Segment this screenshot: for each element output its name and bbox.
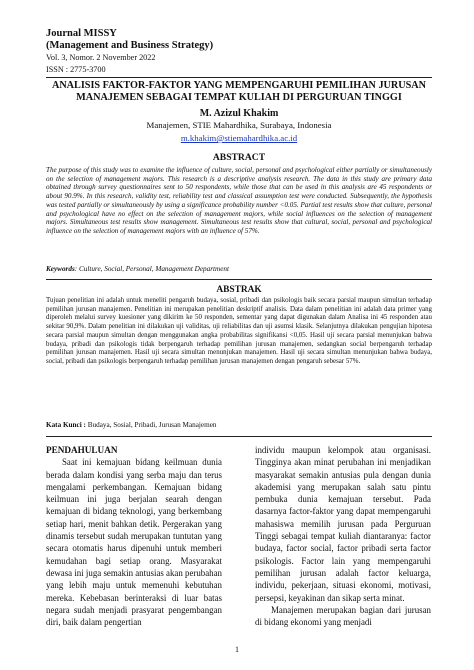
page-number: 1 [235, 645, 239, 654]
header-rule-top [46, 77, 432, 78]
abstrak-heading: ABSTRAK [216, 285, 262, 295]
journal-subtitle: (Management and Business Strategy) [46, 40, 214, 51]
body-column-left [46, 444, 222, 628]
keywords-label: Keywords [46, 265, 75, 273]
abstract-text: The purpose of this study was to examine the influence of culture, social, personal and psychological either partially or simultaneously on the selection of management majors. This research is a descriptive analysis research. The data in this study are primary data obtained through survey questionnaires sent to 50 respondents, while those that can be used in this analysis are 45 respondents or about 90.9%. In this research, validity test, reliability test and classical assumption test were conducted. Subsequently, the hypothesis was tested partially or simultaneously by using a significance probability number <0.05. Partial test results show that culture, personal and psychological have no effect on the selection of management majors, while social influences on the selection of management majors. Simultaneous test results show management. Simultaneous test results show that cultural, social, personal and psychological influence on the selection of management majors with an influence of 57%. [46, 166, 432, 235]
section-heading-pendahuluan: PENDAHULUAN [46, 445, 118, 455]
keywords-rule [46, 279, 432, 280]
body-paragraph: Manajemen merupakan bagian dari jurusan di bidang ekonomi yang menjadi [255, 604, 431, 628]
journal-name: Journal MISSY [46, 28, 117, 39]
journal-volume: Vol. 3, Nomor. 2 November 2022 [46, 53, 156, 62]
author-affiliation: Manajemen, STIE Mahardhika, Surabaya, Indonesia [146, 119, 332, 130]
keywords-value: : Culture, Social, Personal, Management Department [74, 265, 229, 273]
journal-header [46, 28, 426, 76]
kata-kunci-label: Kata Kunci : [46, 421, 86, 429]
paper-title [46, 80, 432, 104]
body-paragraph: Saat ini kemajuan bidang keilmuan dunia berada dalam kondisi yang serba maju dan terus mengalami perkembangan. Kemajuan bidang keilmuan ini juga berjalan searah dengan kemajuan di bidang teknologi, yang berkembang setiap hari, menit bahkan detik. Pergerakan yang dinamis tersebut sudah merupakan tuntutan yang secara otomatis harus dipenuhi untuk memberi kemudahan bagi setiap orang. Masyarakat dewasa ini juga semakin antusias akan perubahan yang lebih maju untuk memenuhi kebutuhan mereka. Kebebasan berinteraksi di luar batas negara sudah menjadi prasyarat pengembangan diri, baik dalam pengertian [46, 457, 222, 628]
kata-kunci-value: Budaya, Sosial, Pribadi, Jurusan Manajemen [85, 421, 217, 429]
author-name: M. Azizul Khakim [199, 108, 279, 119]
author-block [46, 108, 432, 145]
abstrak-text: Tujuan penelitian ini adalah untuk meneliti pengaruh budaya, sosial, pribadi dan psikologis baik secara parsial maupun simultan terhadap pemilihan jurusan manajemen. Penelitian ini merupakan penelitian deskriptif analisis. Data dalam penelitian ini adalah data primer yang diperoleh melalui survey kuesioner yang dikirim ke 50 responden, sementar yang dapat digunakan dalam Analisa ini 45 responden atau sekitar 90,9%. Dalam penelitian ini dilakukan uji validitas, uji reliabilitas dan uji asumsi klasik. Selanjutnya dilakukan pengujian hipotesa secara parsial maupun simultan dengan menggunakan angka probabilitas signifikansi <0,05. Hasil uji secara parsial menunjukan bahwa budaya, pribadi dan psikologis tidak berpengaruh terhadap pemilihan jurusan manajemen, sedangkan social berpengaruh terhadap pemilihan jurusan manajemen. Hasil uji secara simultan menunjukan manajemen. Hasil uji secara simultan menunjukan bahwa budaya, social, pribadi dan psikologis berpengaruh terhadap pemilihan jurusan manajemen dengan pengaruh sebesar 57%. [46, 297, 432, 365]
paper-title-line1: ANALISIS FAKTOR-FAKTOR YANG MEMPENGARUHI PEMILIHAN JURUSAN [51, 80, 427, 91]
kata-kunci-rule [46, 436, 432, 437]
paper-title-line2: MANAJEMEN SEBAGAI TEMPAT KULIAH DI PERGURUAN TINGGI [76, 92, 402, 103]
abstract-keywords [46, 265, 432, 273]
abstrak-keywords [46, 421, 432, 429]
abstract-heading: ABSTRACT [212, 152, 266, 163]
journal-issn: ISSN : 2775-3700 [46, 65, 106, 74]
body-paragraph: individu maupun kelompok atau organisasi. Tingginya akan minat perubahan ini menjadikan masyarakat semakin antusias pula dengan dunia akademisi yang merupakan salah satu pintu pembuka dunia kemajuan tersebut. Pada dasarnya factor-faktor yang dapat mempengaruhi mahasiswa memilih jurusan pada Perguruan Tinggi sebagai tempat kuliah diantaranya: factor budaya, factor social, factor pribadi serta factor psikologis. Factor lain yang mempengaruhi pemilihan jurusan adalah factor keluarga, individu, pekerjaan, situasi ekonomi, motivasi, persepsi, keyakinan dan sikap serta minat. [255, 445, 431, 603]
author-email-link[interactable]: m.khakim@stiemahardhika.ac.id [180, 133, 298, 143]
body-column-right [255, 444, 431, 628]
